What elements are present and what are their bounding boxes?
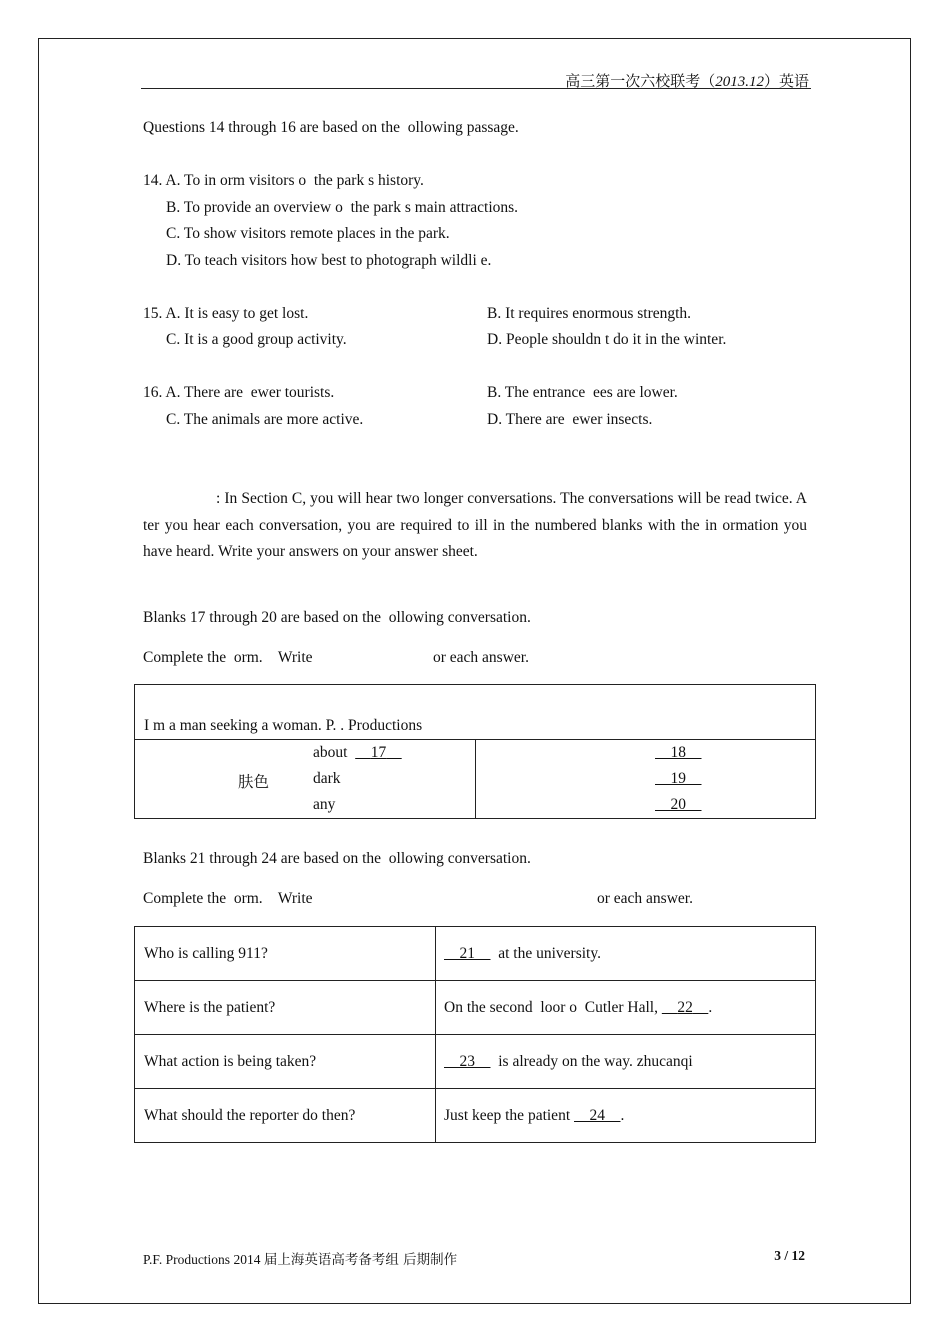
skin-color-label: 肤色	[238, 773, 270, 791]
q15-option-a: 15. A. It is easy to get lost.	[143, 305, 309, 322]
form-title: I m a man seeking a woman. P. . Productions	[144, 717, 423, 734]
blanks-21-24-instruction-b: or each answer.	[597, 890, 693, 907]
question-cell: What action is being taken?	[135, 1035, 436, 1089]
answers-cell	[476, 740, 816, 819]
blanks-17-20-instruction-a: Complete the orm. Write	[143, 649, 313, 666]
section-c-intro: : In Section C, you will hear two longer conversations. The conversations will be read twice. A ter you hear each conversation, you are required to ill in the numbered blanks with the in ormation you have heard. Write your answers on your answer sheet.	[143, 490, 807, 560]
question-cell: What should the reporter do then?	[135, 1089, 436, 1143]
blanks-17-20-intro: Blanks 17 through 20 are based on the ollowing conversation.	[143, 609, 531, 626]
page-header: 高三第一次六校联考（2013.12）英语	[565, 72, 809, 90]
footer-credit: P.F. Productions 2014 届上海英语高考备考组 后期制作	[143, 1252, 458, 1268]
blank-23: 23	[459, 1052, 475, 1070]
blank-18: 18	[670, 744, 686, 761]
q14-16-intro: Questions 14 through 16 are based on the ollowing passage.	[143, 119, 519, 136]
q15-option-b: B. It requires enormous strength.	[487, 305, 692, 322]
table-row	[135, 1035, 816, 1089]
answer-cell: Just keep the patient 24 .	[436, 1089, 816, 1143]
skin-any-line: any	[313, 796, 336, 813]
blank-19: 19	[670, 770, 686, 787]
q16-option-b: B. The entrance ees are lower.	[487, 384, 678, 401]
table-row	[135, 981, 816, 1035]
answer-cell: 21 at the university.	[436, 927, 816, 981]
blanks-21-24-intro: Blanks 21 through 24 are based on the ollowing conversation.	[143, 850, 531, 867]
form-title-cell	[135, 685, 816, 740]
q14-option-c: C. To show visitors remote places in the park.	[166, 225, 450, 242]
form-table-17-20	[134, 684, 816, 819]
blank-20: 20	[670, 796, 686, 813]
q14-option-b: B. To provide an overview o the park s main attractions.	[166, 199, 519, 216]
q14-option-d: D. To teach visitors how best to photograph wildli e.	[166, 252, 492, 269]
blank-24: 24	[589, 1106, 605, 1124]
blanks-17-20-instruction-b: or each answer.	[433, 649, 529, 666]
blank-17: 17	[370, 744, 387, 761]
skin-about-line: about 17	[313, 744, 402, 762]
q16-option-c: C. The animals are more active.	[166, 411, 364, 428]
question-cell: Where is the patient?	[135, 981, 436, 1035]
question-cell: Who is calling 911?	[135, 927, 436, 981]
table-row	[135, 1089, 816, 1143]
form-table-21-24	[134, 926, 816, 1143]
q15-option-d: D. People shouldn t do it in the winter.	[487, 331, 727, 348]
q14-option-a: 14. A. To in orm visitors o the park s history.	[143, 172, 424, 189]
table-row	[135, 927, 816, 981]
blank-22: 22	[677, 998, 693, 1016]
blank-21: 21	[459, 944, 475, 962]
answer-cell: 23 is already on the way. zhucanqi	[436, 1035, 816, 1089]
blanks-21-24-instruction-a: Complete the orm. Write	[143, 890, 313, 907]
answer-cell: On the second loor o Cutler Hall, 22 .	[436, 981, 816, 1035]
skin-color-cell	[135, 740, 476, 819]
skin-dark-line: dark	[313, 770, 341, 787]
q16-option-a: 16. A. There are ewer tourists.	[143, 384, 335, 401]
q15-option-c: C. It is a good group activity.	[166, 331, 347, 348]
q16-option-d: D. There are ewer insects.	[487, 411, 653, 428]
page-number: 3 / 12	[774, 1248, 805, 1263]
header-rule	[141, 88, 811, 89]
